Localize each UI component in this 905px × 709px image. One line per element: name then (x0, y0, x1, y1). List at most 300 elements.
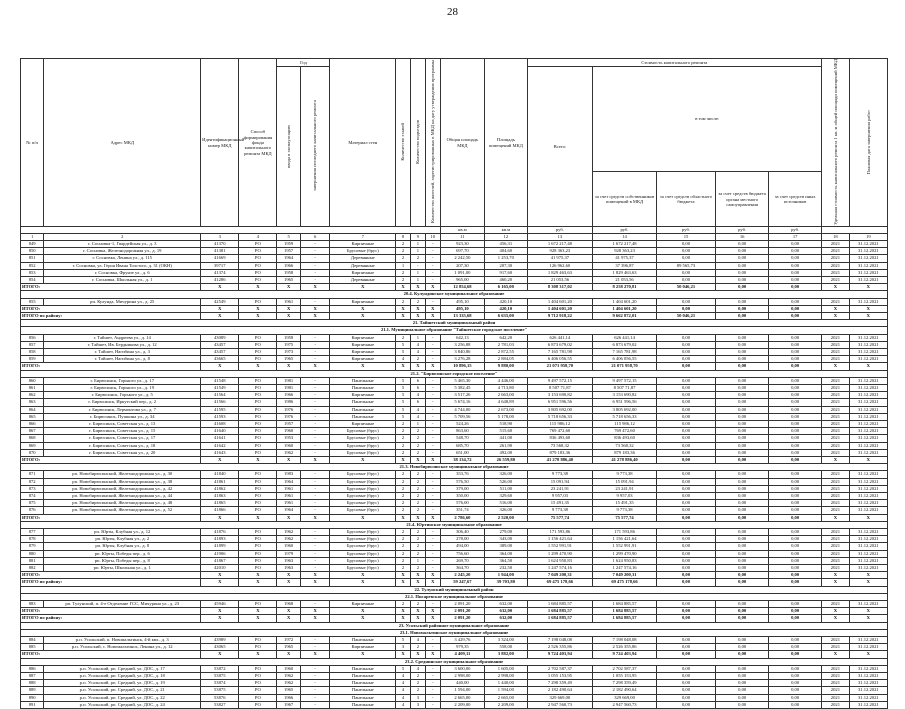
table-cell: 2 781,03 (485, 341, 527, 348)
table-cell: 0,00 (716, 478, 769, 485)
table-row (21, 384, 888, 391)
table-cell: - (300, 500, 330, 507)
table-cell: 0,00 (716, 550, 769, 557)
table-cell: 1968 (277, 601, 300, 608)
table-cell: 3 256,88 (440, 341, 485, 348)
table-cell: 923,30 (440, 240, 485, 247)
table-cell: 0,00 (769, 601, 822, 608)
table-cell: 0,00 (656, 680, 715, 687)
table-cell: 2 (410, 356, 425, 363)
table-cell: 41593 (201, 413, 239, 420)
table-cell: 2021 (822, 435, 850, 442)
table-cell: 2021 (822, 644, 850, 651)
table-cell: 41370 (201, 240, 239, 247)
table-cell: 1 594,00 (440, 687, 485, 694)
table-cell: 769 472,60 (527, 428, 593, 435)
table-cell: 0,00 (656, 601, 715, 608)
table-cell: 1964 (277, 507, 300, 514)
table-cell: РО (239, 557, 277, 564)
table-cell: РО (239, 262, 277, 269)
table-cell: 2 (396, 557, 411, 564)
address-cell: р.п. Усольский, рп. Средний, ул. ДОС, д. 21 (44, 687, 201, 694)
section-heading: 21.2. "Бирюсинское городское поселение" (21, 370, 888, 377)
table-cell: 917,60 (485, 269, 527, 276)
table-cell: РО (239, 507, 277, 514)
total-cell: 26 559,80 (485, 456, 527, 463)
table-cell: 883 (21, 601, 44, 608)
table-cell: 261,90 (485, 442, 527, 449)
table-cell: Брусовые (брус) (330, 550, 396, 557)
total-cell: X (849, 608, 887, 615)
table-cell: 1 684 885,57 (527, 601, 593, 608)
total-cell: X (425, 615, 440, 622)
total-cell: X (201, 312, 239, 319)
table-cell: 3 805 692,00 (527, 406, 593, 413)
table-cell: 41548 (201, 377, 239, 384)
table-cell: 0,00 (716, 399, 769, 406)
table-cell: 126 962,60 (527, 262, 593, 269)
section-heading: 21.4. Юртинское муниципальное образование (21, 521, 888, 528)
table-cell: 4 446,00 (485, 377, 527, 384)
total-cell: X (330, 572, 396, 579)
table-cell: РО (239, 413, 277, 420)
table-cell: 5 709,56 (440, 413, 485, 420)
table-cell: 2 (396, 550, 411, 557)
table-cell: - (425, 255, 440, 262)
table-cell: 326,00 (485, 507, 527, 514)
table-cell: 1981 (277, 377, 300, 384)
table-cell: РО (239, 298, 277, 305)
table-cell: 5 (396, 348, 411, 355)
table-cell: - (425, 529, 440, 536)
table-cell: Брусовые (брус) (330, 500, 396, 507)
table-cell: РО (239, 435, 277, 442)
total-cell: 0,00 (716, 572, 769, 579)
table-cell: 2 526 355,86 (527, 644, 593, 651)
total-cell: X (822, 608, 850, 615)
column-number: 7 (330, 233, 396, 240)
table-cell: 2021 (822, 384, 850, 391)
table-cell: 1 672 217,48 (593, 240, 657, 247)
total-cell: 0,00 (769, 284, 822, 291)
total-cell: 8 258 270,81 (593, 284, 657, 291)
table-cell: 1 (410, 248, 425, 255)
total-cell: X (330, 579, 396, 586)
total-cell: X (201, 514, 239, 521)
table-cell: 0,00 (656, 435, 715, 442)
total-cell: X (849, 284, 887, 291)
table-cell: 0,00 (769, 341, 822, 348)
table-cell: - (425, 536, 440, 543)
table-cell: 0,00 (716, 500, 769, 507)
table-cell: 0,00 (716, 356, 769, 363)
table-row (21, 694, 888, 701)
total-cell: X (330, 651, 396, 658)
table-row (21, 442, 888, 449)
table-cell: 862 (21, 392, 44, 399)
table-cell: 3 153 690,82 (593, 392, 657, 399)
table-cell: 1962 (277, 529, 300, 536)
table-cell: 53827 (201, 701, 239, 708)
table-cell: 1 (410, 420, 425, 427)
table-cell: РО (239, 500, 277, 507)
table-cell: 0,00 (716, 384, 769, 391)
table-cell: 2021 (822, 240, 850, 247)
table-cell: 0,00 (769, 637, 822, 644)
table-cell: 5 (396, 637, 411, 644)
table-cell: 41876 (201, 529, 239, 536)
table-cell: 53872 (201, 665, 239, 672)
total-label: ИТОГО: (21, 284, 201, 291)
table-cell: 4 (396, 701, 411, 708)
capital-repair-register-table (20, 58, 888, 709)
table-row (21, 644, 888, 651)
table-row (21, 240, 888, 247)
table-cell: - (425, 637, 440, 644)
total-cell: X (396, 651, 411, 658)
table-cell: РО (239, 449, 277, 456)
total-cell: 59 247,67 (440, 579, 485, 586)
section-heading: 21.1. Муниципальное образование "Тайшетское городское поселение" (21, 327, 888, 334)
table-cell: РО (239, 255, 277, 262)
table-cell: РО (239, 420, 277, 427)
table-cell: 31.12.2021 (849, 420, 887, 427)
table-cell: 2021 (822, 471, 850, 478)
table-header (21, 59, 888, 241)
table-cell: 41 975,37 (593, 255, 657, 262)
table-cell: 2 (410, 601, 425, 608)
total-cell: 0,00 (656, 615, 715, 622)
table-cell: 2 (410, 478, 425, 485)
table-cell: 889 (21, 687, 44, 694)
table-row (21, 449, 888, 456)
table-cell: - (425, 240, 440, 247)
table-cell: 43457 (201, 341, 239, 348)
table-body (21, 240, 888, 708)
table-cell: 456,31 (485, 240, 527, 247)
table-cell: 31.12.2021 (849, 399, 887, 406)
table-cell: 0,00 (769, 536, 822, 543)
column-number: 12 (485, 233, 527, 240)
table-cell: 1 672 217,48 (527, 240, 593, 247)
table-cell: 3 517,26 (440, 392, 485, 399)
table-cell: 2021 (822, 557, 850, 564)
table-row (21, 262, 888, 269)
table-cell: 31.12.2021 (849, 449, 887, 456)
table-cell: 0,00 (656, 701, 715, 708)
column-number: 13 (527, 233, 593, 240)
total-cell: X (410, 514, 425, 521)
table-cell: 4 (396, 680, 411, 687)
table-cell: 1 091,00 (440, 269, 485, 276)
table-cell: 1979 (277, 550, 300, 557)
table-cell: 1962 (277, 536, 300, 543)
table-cell: Панельные (330, 694, 396, 701)
table-cell: 207,30 (485, 262, 527, 269)
table-cell: - (300, 673, 330, 680)
table-cell: 39717 (201, 262, 239, 269)
table-cell: 858 (21, 348, 44, 355)
total-cell: X (396, 305, 411, 312)
total-cell: 6 165,00 (485, 284, 527, 291)
table-cell: 1961 (277, 500, 300, 507)
table-cell: 31.12.2021 (849, 644, 887, 651)
table-cell: 4 (410, 348, 425, 355)
table-cell: 2 (396, 255, 411, 262)
table-cell: 2 (410, 507, 425, 514)
table-cell: 2 (410, 255, 425, 262)
table-cell: РО (239, 399, 277, 406)
table-cell: 884 (21, 637, 44, 644)
table-cell: 0,00 (769, 673, 822, 680)
table-cell: 2 663,00 (485, 392, 527, 399)
table-cell: 2021 (822, 298, 850, 305)
table-cell: 2 (396, 536, 411, 543)
address-cell: рп. Юрты, Клубная ул., д. 2 (44, 536, 201, 543)
table-cell: - (300, 687, 330, 694)
total-cell: X (277, 312, 300, 319)
table-cell: 4 (410, 637, 425, 644)
table-cell: 0,00 (716, 341, 769, 348)
table-cell: - (300, 341, 330, 348)
total-cell: X (239, 284, 277, 291)
address-cell: г. Бирюсинск, Горького ул., д. 17 (44, 377, 201, 384)
total-label: ИТОГО: (21, 514, 201, 521)
table-cell: 2021 (822, 413, 850, 420)
table-cell: 2021 (822, 276, 850, 283)
table-cell: РО (239, 673, 277, 680)
table-cell: 2 (410, 428, 425, 435)
table-cell: 6 406 056,55 (593, 356, 657, 363)
address-cell: г. Бирюсинск, Лермонтова ул., д. 7 (44, 406, 201, 413)
table-cell: 2 (410, 485, 425, 492)
table-cell: 41906 (201, 550, 239, 557)
total-cell: X (425, 572, 440, 579)
total-cell: X (425, 305, 440, 312)
table-cell: 854 (21, 276, 44, 283)
table-cell: 6 951 596,56 (593, 399, 657, 406)
total-cell: X (300, 608, 330, 615)
table-cell: 867 (21, 428, 44, 435)
column-number: 11 (440, 233, 485, 240)
table-cell: 9 773,38 (527, 471, 593, 478)
table-cell: - (300, 262, 330, 269)
total-cell: X (201, 651, 239, 658)
table-cell: 3 (410, 701, 425, 708)
total-cell: X (330, 615, 396, 622)
table-cell: 860 (21, 377, 44, 384)
table-row (21, 557, 888, 564)
table-cell: 0,00 (656, 565, 715, 572)
total-cell: 1 944,00 (485, 572, 527, 579)
table-cell: 3 429,76 (440, 637, 485, 644)
table-cell: - (425, 680, 440, 687)
table-cell: 9 957,03 (527, 493, 593, 500)
table-cell: 2 884,05 (485, 356, 527, 363)
address-cell: г. Бирюсинск, Горького ул., д. 5 (44, 392, 201, 399)
table-cell: 31.12.2021 (849, 694, 887, 701)
table-cell: 41566 (201, 399, 239, 406)
total-cell: 9 724 403,94 (593, 651, 657, 658)
address-cell: г. Сосновка, Фрунзе ул., д. 6 (44, 269, 201, 276)
total-cell: 50 046,21 (656, 284, 715, 291)
table-cell: 1965 (277, 687, 300, 694)
total-cell: X (396, 284, 411, 291)
table-cell: 2021 (822, 442, 850, 449)
table-cell: 0,00 (716, 601, 769, 608)
total-cell: X (300, 312, 330, 319)
table-cell: 2 872,55 (485, 348, 527, 355)
table-cell: 2021 (822, 665, 850, 672)
table-cell: 0,00 (656, 694, 715, 701)
table-cell: - (425, 507, 440, 514)
table-cell: 329 669,00 (593, 694, 657, 701)
table-cell: 0,00 (769, 644, 822, 651)
table-cell: Панельные (330, 384, 396, 391)
table-cell: 2 673,00 (485, 406, 527, 413)
total-cell: X (849, 579, 887, 586)
table-cell: 1966 (277, 392, 300, 399)
table-cell: 0,00 (716, 420, 769, 427)
table-cell: 878 (21, 536, 44, 543)
total-row (21, 305, 888, 312)
table-cell: 23 241,91 (527, 485, 593, 492)
table-cell: 2021 (822, 543, 850, 550)
total-row (21, 363, 888, 370)
total-row (21, 312, 888, 319)
table-cell: 441,00 (485, 435, 527, 442)
table-cell: - (425, 334, 440, 341)
total-cell: X (410, 312, 425, 319)
table-cell: 31.12.2021 (849, 377, 887, 384)
table-cell: - (300, 665, 330, 672)
total-cell: X (277, 456, 300, 463)
table-cell: - (300, 413, 330, 420)
table-cell: 890 (21, 694, 44, 701)
total-cell: X (277, 615, 300, 622)
table-cell: Кирпичные (330, 348, 396, 355)
total-cell: X (822, 305, 850, 312)
total-cell: 0,00 (656, 572, 715, 579)
table-cell: 306,40 (440, 529, 485, 536)
table-cell: - (425, 543, 440, 550)
table-cell: Кирпичные (330, 392, 396, 399)
total-cell: X (425, 579, 440, 586)
table-cell: 852 (21, 262, 44, 269)
table-cell: - (425, 442, 440, 449)
column-number: 14 (593, 233, 657, 240)
table-cell: 868 (21, 435, 44, 442)
total-cell: 0,00 (716, 615, 769, 622)
total-cell: 0,00 (769, 608, 822, 615)
section-heading: 23. Усольский районное муниципальное образование (21, 622, 888, 629)
table-cell: 41608 (201, 420, 239, 427)
total-cell: 2 091,20 (440, 608, 485, 615)
total-cell: X (277, 608, 300, 615)
table-cell: 887 (21, 673, 44, 680)
total-cell: X (410, 305, 425, 312)
address-cell: г. Бирюсинск, Советская ул., д. 17 (44, 435, 201, 442)
table-cell: 548,70 (440, 435, 485, 442)
total-row (21, 514, 888, 521)
address-cell: рп. Тулунский, п. 4-е Отделение ГСС, Мичурина ул., д. 23 (44, 601, 201, 608)
table-cell: Брусовые (брус) (330, 557, 396, 564)
table-cell: Кирпичные (330, 240, 396, 247)
table-cell: 1963 (277, 557, 300, 564)
table-cell: 0,00 (716, 392, 769, 399)
total-cell: 9 712 918,22 (527, 312, 593, 319)
address-cell: г. Бирюсинск, Иркутский пер., д. 2 (44, 399, 201, 406)
table-cell: 31.12.2021 (849, 565, 887, 572)
table-cell: 0,00 (656, 384, 715, 391)
table-cell: 0,00 (716, 536, 769, 543)
table-cell: 0,00 (716, 255, 769, 262)
table-cell: РО (239, 269, 277, 276)
address-cell: р.п. Усольский, п. Новомальтинск, 4-й квл., д. 3 (44, 637, 201, 644)
table-row (21, 536, 888, 543)
table-cell: 2 209,00 (485, 701, 527, 708)
table-cell: 515,60 (485, 428, 527, 435)
table-cell: РО (239, 680, 277, 687)
table-cell: 31.12.2021 (849, 255, 887, 262)
table-cell: 1 247 574,16 (593, 565, 657, 572)
total-cell: X (425, 608, 440, 615)
table-cell: 3 (396, 644, 411, 651)
total-cell: X (822, 579, 850, 586)
table-row (21, 485, 888, 492)
table-cell: 0,00 (716, 507, 769, 514)
table-cell: 1 552 991,91 (527, 543, 593, 550)
table-cell: 0,00 (656, 493, 715, 500)
total-cell: 0,00 (769, 651, 822, 658)
table-cell: 1 (410, 557, 425, 564)
total-row (21, 456, 888, 463)
total-cell: X (277, 572, 300, 579)
column-number: 10 (425, 233, 440, 240)
table-cell: 2021 (822, 449, 850, 456)
table-cell: РО (239, 348, 277, 355)
table-cell: 1 055 153,95 (527, 673, 593, 680)
total-cell: X (239, 456, 277, 463)
total-cell: 0,00 (716, 608, 769, 615)
table-cell: 53874 (201, 680, 239, 687)
table-cell: 42549 (201, 298, 239, 305)
total-cell: X (396, 514, 411, 521)
total-cell: 2 520,00 (485, 514, 527, 521)
total-cell: X (822, 514, 850, 521)
table-cell: 0,00 (656, 269, 715, 276)
table-cell: 31.12.2021 (849, 406, 887, 413)
table-cell: Брусовые (брус) (330, 529, 396, 536)
total-cell: 0,00 (716, 514, 769, 521)
total-cell: 0,00 (656, 579, 715, 586)
table-cell: 31.12.2021 (849, 529, 887, 536)
table-cell: 2 (396, 334, 411, 341)
total-cell: X (300, 572, 330, 579)
table-cell: 879 (21, 543, 44, 550)
table-cell: 15 091,94 (593, 478, 657, 485)
table-cell: 41381 (201, 248, 239, 255)
section-heading: 23.1. Новомальтинское муниципальное образование (21, 629, 888, 636)
table-cell: 880 (21, 550, 44, 557)
total-cell: X (277, 514, 300, 521)
table-cell: 626 441,14 (593, 334, 657, 341)
total-cell: 21 071 958,70 (527, 363, 593, 370)
total-cell: X (277, 284, 300, 291)
table-cell: 4 (396, 694, 411, 701)
table-cell: - (300, 485, 330, 492)
total-cell: X (201, 305, 239, 312)
